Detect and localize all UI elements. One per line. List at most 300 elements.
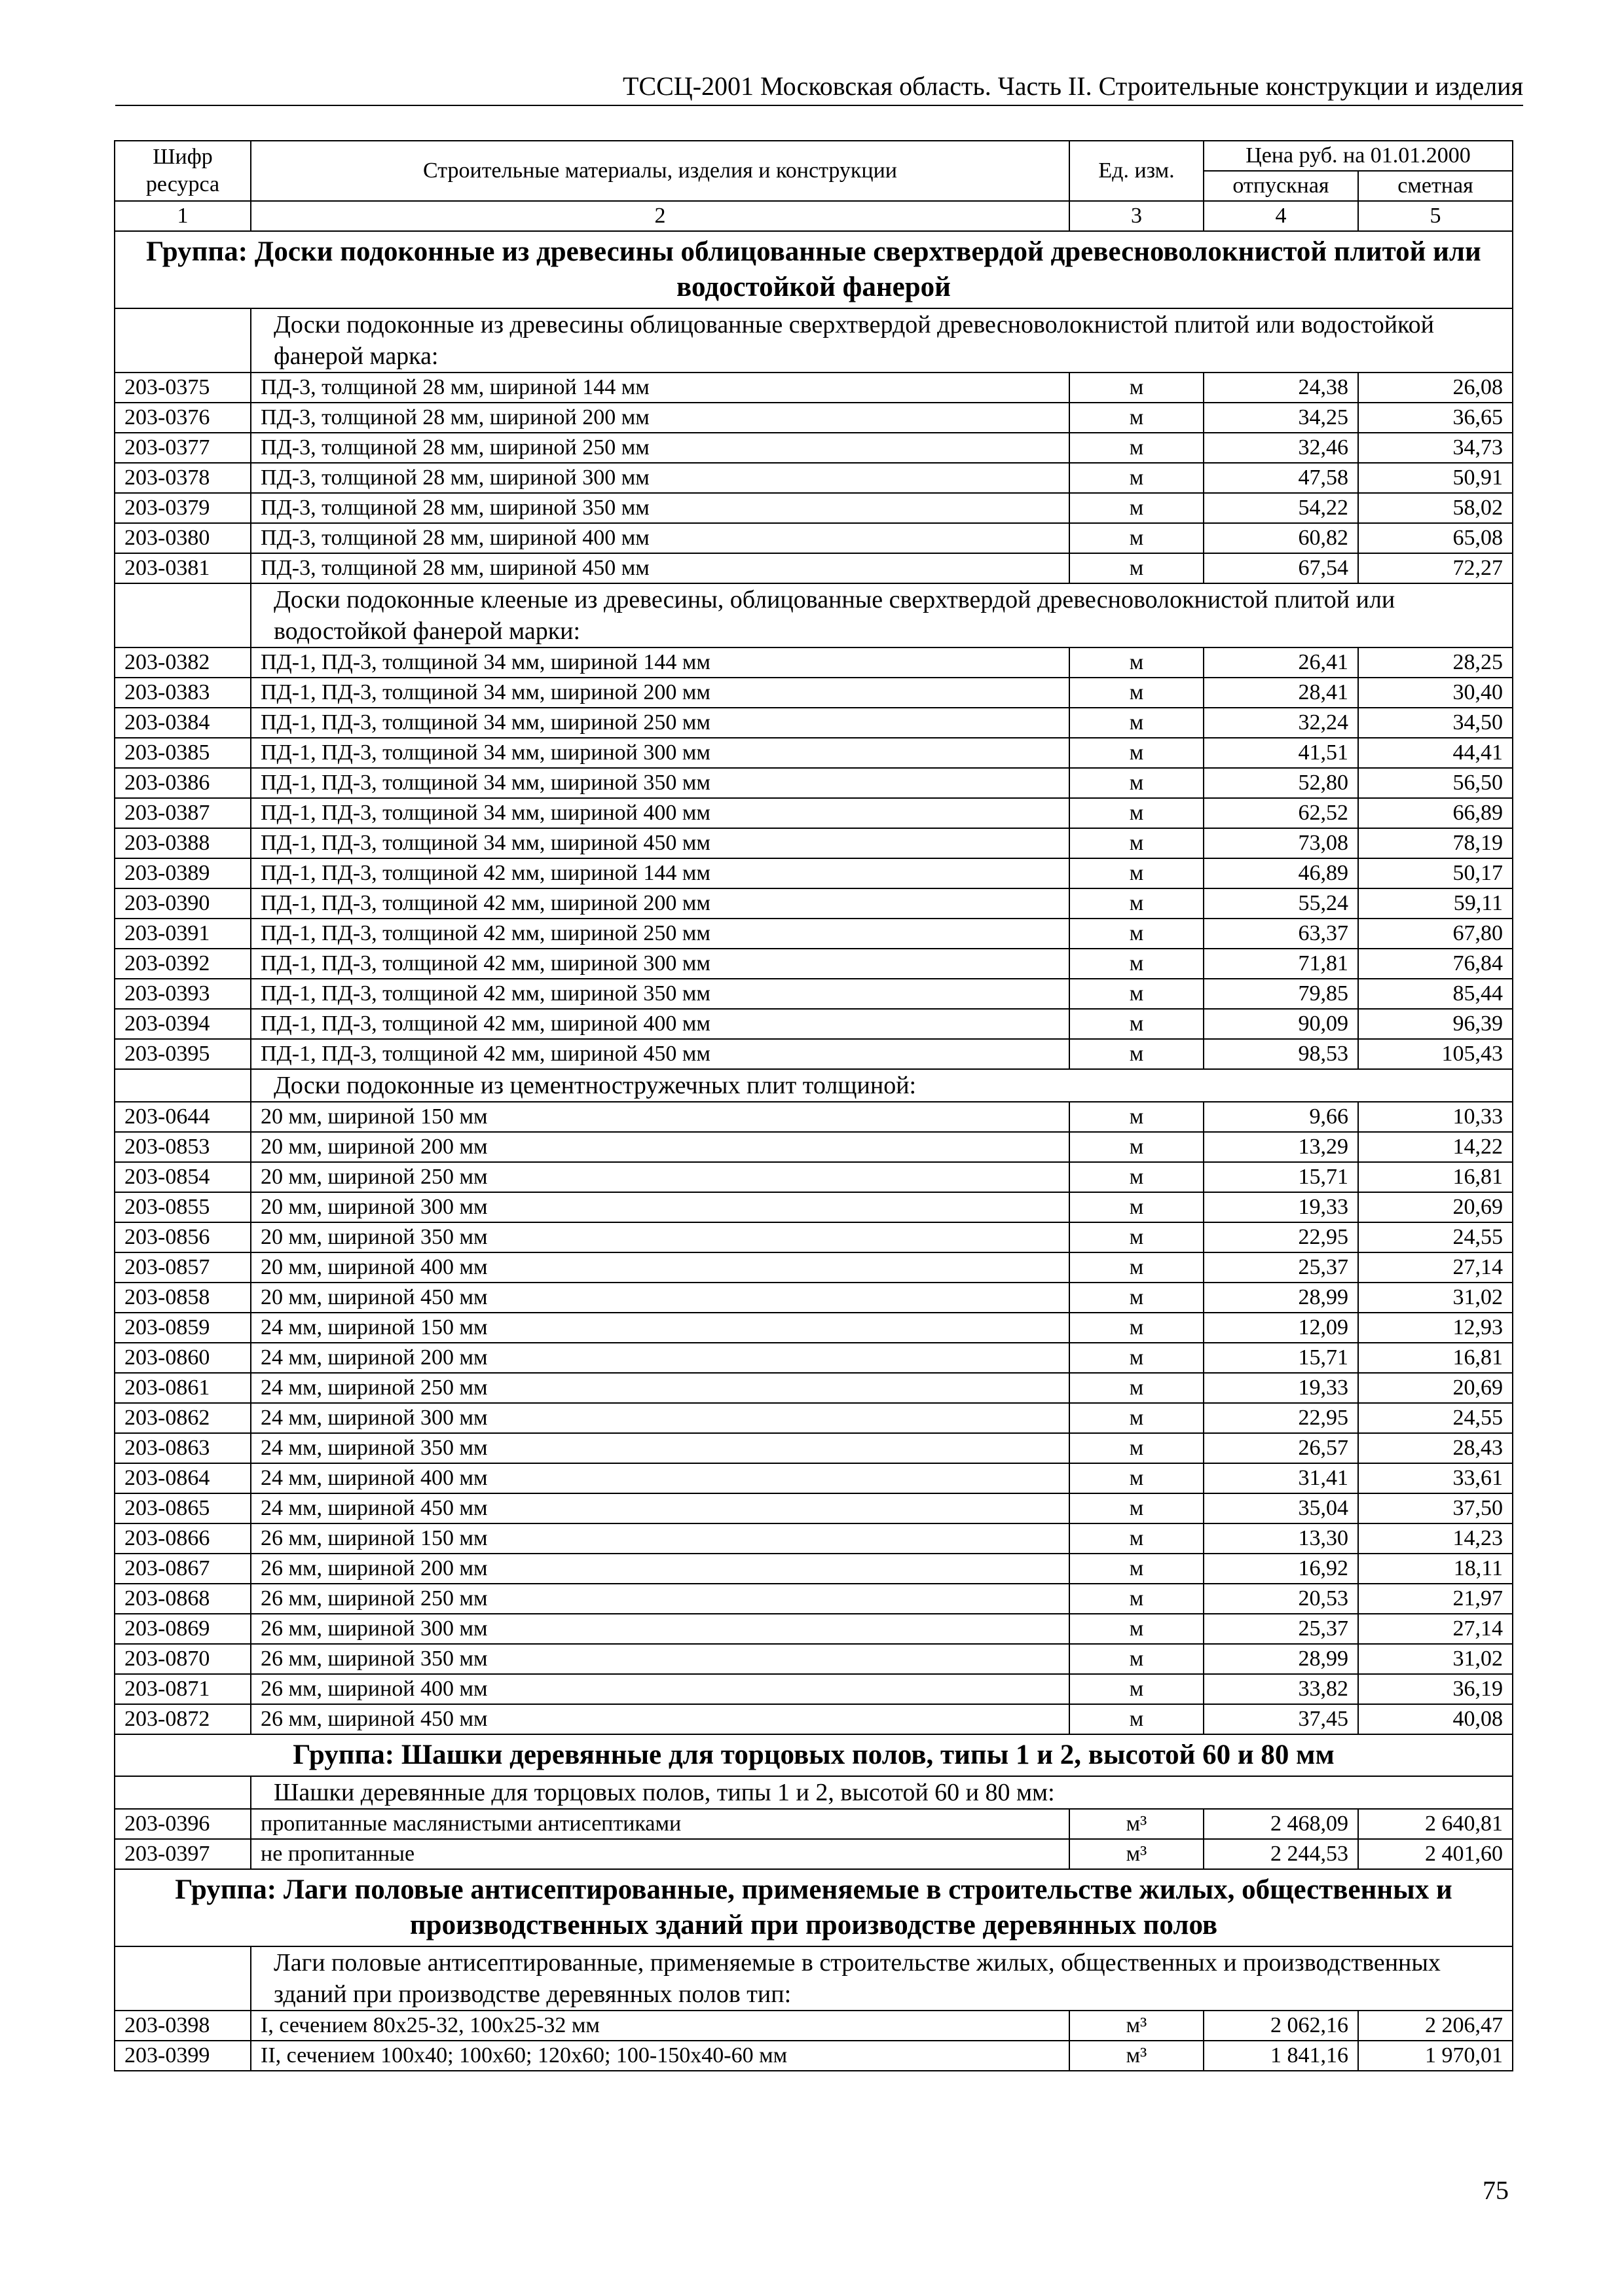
resource-code: 203-0862: [115, 1403, 251, 1433]
table-row: [115, 2011, 1513, 2041]
release-price: 34,25: [1204, 403, 1358, 433]
resource-code: 203-0856: [115, 1222, 251, 1252]
table-row: [115, 1644, 1513, 1674]
estimate-price: 37,50: [1358, 1493, 1513, 1523]
resource-code: 203-0398: [115, 2011, 251, 2041]
table-row: [115, 1313, 1513, 1343]
estimate-price: 16,81: [1358, 1343, 1513, 1373]
item-name: ПД-1, ПД-3, толщиной 42 мм, шириной 400 мм: [251, 1009, 1069, 1039]
unit-of-measure: м: [1069, 1554, 1204, 1584]
release-price: 60,82: [1204, 523, 1358, 553]
group-heading: Группа: Доски подоконные из древесины облицованные сверхтвердой древесноволокнистой плитой или водостойкой фанерой: [115, 231, 1513, 308]
subgroup-row: [115, 583, 1513, 647]
resource-code: 203-0384: [115, 708, 251, 738]
table-row: [115, 919, 1513, 949]
estimate-price: 66,89: [1358, 798, 1513, 828]
subgroup-code-cell: [115, 583, 251, 647]
estimate-price: 72,27: [1358, 553, 1513, 583]
estimate-price: 34,50: [1358, 708, 1513, 738]
unit-of-measure: м: [1069, 403, 1204, 433]
table-row: [115, 708, 1513, 738]
subgroup-row: [115, 308, 1513, 373]
unit-of-measure: м: [1069, 1373, 1204, 1403]
group-row: [115, 231, 1513, 308]
release-price: 32,24: [1204, 708, 1358, 738]
resource-code: 203-0868: [115, 1584, 251, 1614]
resource-code: 203-0379: [115, 493, 251, 523]
table-row: [115, 888, 1513, 919]
item-name: 20 мм, шириной 200 мм: [251, 1132, 1069, 1162]
table-row: [115, 768, 1513, 798]
table-row: [115, 858, 1513, 888]
resource-code: 203-0855: [115, 1192, 251, 1222]
table-row: [115, 1222, 1513, 1252]
estimate-price: 24,55: [1358, 1222, 1513, 1252]
column-number: 1: [115, 201, 251, 231]
unit-of-measure: м: [1069, 949, 1204, 979]
table-row: [115, 1162, 1513, 1192]
resource-code: 203-0375: [115, 373, 251, 403]
column-number: 4: [1204, 201, 1358, 231]
unit-of-measure: м: [1069, 1132, 1204, 1162]
resource-code: 203-0864: [115, 1463, 251, 1493]
item-name: 20 мм, шириной 250 мм: [251, 1162, 1069, 1192]
group-row: [115, 1734, 1513, 1776]
item-name: 24 мм, шириной 150 мм: [251, 1313, 1069, 1343]
column-numbers-row: [115, 201, 1513, 231]
table-row: [115, 949, 1513, 979]
estimate-price: 24,55: [1358, 1403, 1513, 1433]
estimate-price: 50,17: [1358, 858, 1513, 888]
resource-code: 203-0870: [115, 1644, 251, 1674]
subgroup-row: [115, 1069, 1513, 1102]
item-name: ПД-1, ПД-3, толщиной 42 мм, шириной 350 мм: [251, 979, 1069, 1009]
unit-of-measure: м: [1069, 1102, 1204, 1132]
table-row: [115, 1252, 1513, 1283]
table-row: [115, 1584, 1513, 1614]
release-price: 16,92: [1204, 1554, 1358, 1584]
item-name: ПД-1, ПД-3, толщиной 42 мм, шириной 300 мм: [251, 949, 1069, 979]
unit-of-measure: м: [1069, 798, 1204, 828]
table-row: [115, 1674, 1513, 1704]
page-header-title: ТССЦ-2001 Московская область. Часть II. Строительные конструкции и изделия: [623, 71, 1523, 101]
resource-code: 203-0393: [115, 979, 251, 1009]
resource-code: 203-0853: [115, 1132, 251, 1162]
release-price: 13,30: [1204, 1523, 1358, 1554]
estimate-price: 36,65: [1358, 403, 1513, 433]
item-name: ПД-1, ПД-3, толщиной 34 мм, шириной 400 мм: [251, 798, 1069, 828]
column-header-unit: Ед. изм.: [1069, 141, 1204, 201]
estimate-price: 20,69: [1358, 1373, 1513, 1403]
column-header-code: Шифр ресурса: [115, 141, 251, 201]
release-price: 35,04: [1204, 1493, 1358, 1523]
estimate-price: 2 401,60: [1358, 1839, 1513, 1869]
estimate-price: 85,44: [1358, 979, 1513, 1009]
unit-of-measure: м: [1069, 828, 1204, 858]
item-name: 20 мм, шириной 450 мм: [251, 1283, 1069, 1313]
release-price: 31,41: [1204, 1463, 1358, 1493]
unit-of-measure: м: [1069, 1433, 1204, 1463]
resource-code: 203-0381: [115, 553, 251, 583]
table-row: [115, 1463, 1513, 1493]
resource-code: 203-0387: [115, 798, 251, 828]
estimate-price: 50,91: [1358, 463, 1513, 493]
estimate-price: 14,23: [1358, 1523, 1513, 1554]
table-row: [115, 738, 1513, 768]
table-row: [115, 433, 1513, 463]
estimate-price: 59,11: [1358, 888, 1513, 919]
release-price: 63,37: [1204, 919, 1358, 949]
subgroup-code-cell: [115, 308, 251, 373]
resource-code: 203-0872: [115, 1704, 251, 1734]
release-price: 9,66: [1204, 1102, 1358, 1132]
estimate-price: 14,22: [1358, 1132, 1513, 1162]
estimate-price: 26,08: [1358, 373, 1513, 403]
release-price: 19,33: [1204, 1192, 1358, 1222]
unit-of-measure: м³: [1069, 1839, 1204, 1869]
resource-code: 203-0394: [115, 1009, 251, 1039]
table-row: [115, 1039, 1513, 1069]
resource-code: 203-0869: [115, 1614, 251, 1644]
column-header-release: отпускная: [1204, 171, 1358, 201]
table-row: [115, 1403, 1513, 1433]
resource-code: 203-0377: [115, 433, 251, 463]
resource-code: 203-0867: [115, 1554, 251, 1584]
item-name: ПД-1, ПД-3, толщиной 34 мм, шириной 300 мм: [251, 738, 1069, 768]
unit-of-measure: м: [1069, 463, 1204, 493]
release-price: 28,99: [1204, 1283, 1358, 1313]
release-price: 54,22: [1204, 493, 1358, 523]
item-name: ПД-1, ПД-3, толщиной 34 мм, шириной 450 мм: [251, 828, 1069, 858]
estimate-price: 31,02: [1358, 1644, 1513, 1674]
item-name: 26 мм, шириной 250 мм: [251, 1584, 1069, 1614]
estimate-price: 65,08: [1358, 523, 1513, 553]
column-header-price: Цена руб. на 01.01.2000: [1204, 141, 1513, 171]
item-name: 24 мм, шириной 450 мм: [251, 1493, 1069, 1523]
item-name: ПД-3, толщиной 28 мм, шириной 300 мм: [251, 463, 1069, 493]
release-price: 26,57: [1204, 1433, 1358, 1463]
unit-of-measure: м: [1069, 647, 1204, 678]
subgroup-title: Шашки деревянные для торцовых полов, типы 1 и 2, высотой 60 и 80 мм:: [251, 1776, 1513, 1809]
unit-of-measure: м: [1069, 1493, 1204, 1523]
resource-code: 203-0854: [115, 1162, 251, 1192]
subgroup-title: Доски подоконные клееные из древесины, облицованные сверхтвердой древесноволокнистой плитой или водостойкой фанерой марки:: [251, 583, 1513, 647]
resource-code: 203-0858: [115, 1283, 251, 1313]
release-price: 32,46: [1204, 433, 1358, 463]
resource-code: 203-0644: [115, 1102, 251, 1132]
estimate-price: 18,11: [1358, 1554, 1513, 1584]
release-price: 25,37: [1204, 1614, 1358, 1644]
unit-of-measure: м: [1069, 1523, 1204, 1554]
table-row: [115, 1614, 1513, 1644]
release-price: 15,71: [1204, 1162, 1358, 1192]
item-name: ПД-3, толщиной 28 мм, шириной 400 мм: [251, 523, 1069, 553]
table-row: [115, 1704, 1513, 1734]
estimate-price: 2 640,81: [1358, 1809, 1513, 1839]
item-name: 26 мм, шириной 400 мм: [251, 1674, 1069, 1704]
table-row: [115, 1283, 1513, 1313]
release-price: 2 062,16: [1204, 2011, 1358, 2041]
subgroup-code-cell: [115, 1946, 251, 2011]
item-name: 24 мм, шириной 400 мм: [251, 1463, 1069, 1493]
resource-code: 203-0399: [115, 2041, 251, 2071]
unit-of-measure: м: [1069, 708, 1204, 738]
resource-code: 203-0378: [115, 463, 251, 493]
release-price: 22,95: [1204, 1222, 1358, 1252]
release-price: 67,54: [1204, 553, 1358, 583]
subgroup-code-cell: [115, 1069, 251, 1102]
resource-code: 203-0871: [115, 1674, 251, 1704]
release-price: 22,95: [1204, 1403, 1358, 1433]
table-row: [115, 1373, 1513, 1403]
column-header-estimate: сметная: [1358, 171, 1513, 201]
group-heading: Группа: Шашки деревянные для торцовых полов, типы 1 и 2, высотой 60 и 80 мм: [115, 1734, 1513, 1776]
table-row: [115, 1433, 1513, 1463]
item-name: ПД-1, ПД-3, толщиной 34 мм, шириной 350 мм: [251, 768, 1069, 798]
estimate-price: 20,69: [1358, 1192, 1513, 1222]
estimate-price: 16,81: [1358, 1162, 1513, 1192]
unit-of-measure: м: [1069, 1192, 1204, 1222]
unit-of-measure: м: [1069, 1313, 1204, 1343]
item-name: ПД-3, толщиной 28 мм, шириной 250 мм: [251, 433, 1069, 463]
item-name: 24 мм, шириной 300 мм: [251, 1403, 1069, 1433]
item-name: ПД-1, ПД-3, толщиной 42 мм, шириной 144 мм: [251, 858, 1069, 888]
item-name: ПД-1, ПД-3, толщиной 42 мм, шириной 200 мм: [251, 888, 1069, 919]
item-name: ПД-3, толщиной 28 мм, шириной 350 мм: [251, 493, 1069, 523]
column-header-name: Строительные материалы, изделия и конструкции: [251, 141, 1069, 201]
header-divider: [115, 105, 1523, 106]
table-body: [115, 231, 1513, 2071]
unit-of-measure: м: [1069, 1584, 1204, 1614]
column-number: 5: [1358, 201, 1513, 231]
item-name: 26 мм, шириной 200 мм: [251, 1554, 1069, 1584]
resource-code: 203-0391: [115, 919, 251, 949]
resource-code: 203-0397: [115, 1839, 251, 1869]
unit-of-measure: м: [1069, 1463, 1204, 1493]
item-name: 20 мм, шириной 350 мм: [251, 1222, 1069, 1252]
estimate-price: 31,02: [1358, 1283, 1513, 1313]
unit-of-measure: м: [1069, 373, 1204, 403]
resource-code: 203-0863: [115, 1433, 251, 1463]
resource-code: 203-0388: [115, 828, 251, 858]
unit-of-measure: м: [1069, 738, 1204, 768]
resource-code: 203-0857: [115, 1252, 251, 1283]
item-name: 26 мм, шириной 150 мм: [251, 1523, 1069, 1554]
estimate-price: 2 206,47: [1358, 2011, 1513, 2041]
unit-of-measure: м: [1069, 1039, 1204, 1069]
unit-of-measure: м: [1069, 1614, 1204, 1644]
release-price: 25,37: [1204, 1252, 1358, 1283]
release-price: 73,08: [1204, 828, 1358, 858]
unit-of-measure: м: [1069, 979, 1204, 1009]
unit-of-measure: м: [1069, 1162, 1204, 1192]
item-name: ПД-1, ПД-3, толщиной 34 мм, шириной 200 мм: [251, 678, 1069, 708]
table-row: [115, 798, 1513, 828]
item-name: 20 мм, шириной 400 мм: [251, 1252, 1069, 1283]
estimate-price: 28,43: [1358, 1433, 1513, 1463]
table-row: [115, 1009, 1513, 1039]
estimate-price: 12,93: [1358, 1313, 1513, 1343]
table-row: [115, 1192, 1513, 1222]
item-name: 26 мм, шириной 300 мм: [251, 1614, 1069, 1644]
estimate-price: 33,61: [1358, 1463, 1513, 1493]
release-price: 52,80: [1204, 768, 1358, 798]
release-price: 79,85: [1204, 979, 1358, 1009]
item-name: II, сечением 100x40; 100x60; 120x60; 100-150x40-60 мм: [251, 2041, 1069, 2071]
resource-code: 203-0861: [115, 1373, 251, 1403]
release-price: 1 841,16: [1204, 2041, 1358, 2071]
table-row: [115, 1343, 1513, 1373]
price-table: [114, 140, 1513, 2071]
table-row: [115, 463, 1513, 493]
unit-of-measure: м: [1069, 523, 1204, 553]
item-name: ПД-1, ПД-3, толщиной 34 мм, шириной 144 мм: [251, 647, 1069, 678]
unit-of-measure: м: [1069, 858, 1204, 888]
table-row: [115, 1554, 1513, 1584]
resource-code: 203-0383: [115, 678, 251, 708]
release-price: 41,51: [1204, 738, 1358, 768]
table-row: [115, 1102, 1513, 1132]
unit-of-measure: м: [1069, 1283, 1204, 1313]
table-row: [115, 979, 1513, 1009]
item-name: ПД-1, ПД-3, толщиной 42 мм, шириной 250 мм: [251, 919, 1069, 949]
release-price: 12,09: [1204, 1313, 1358, 1343]
table-row: [115, 678, 1513, 708]
item-name: 26 мм, шириной 350 мм: [251, 1644, 1069, 1674]
release-price: 2 468,09: [1204, 1809, 1358, 1839]
estimate-price: 28,25: [1358, 647, 1513, 678]
group-row: [115, 1869, 1513, 1946]
release-price: 55,24: [1204, 888, 1358, 919]
resource-code: 203-0392: [115, 949, 251, 979]
release-price: 90,09: [1204, 1009, 1358, 1039]
table-row: [115, 1493, 1513, 1523]
resource-code: 203-0395: [115, 1039, 251, 1069]
estimate-price: 44,41: [1358, 738, 1513, 768]
estimate-price: 10,33: [1358, 1102, 1513, 1132]
unit-of-measure: м³: [1069, 2011, 1204, 2041]
release-price: 26,41: [1204, 647, 1358, 678]
estimate-price: 30,40: [1358, 678, 1513, 708]
resource-code: 203-0382: [115, 647, 251, 678]
table-row: [115, 403, 1513, 433]
unit-of-measure: м³: [1069, 1809, 1204, 1839]
item-name: ПД-1, ПД-3, толщиной 34 мм, шириной 250 мм: [251, 708, 1069, 738]
subgroup-row: [115, 1946, 1513, 2011]
estimate-price: 67,80: [1358, 919, 1513, 949]
estimate-price: 105,43: [1358, 1039, 1513, 1069]
unit-of-measure: м: [1069, 553, 1204, 583]
unit-of-measure: м: [1069, 888, 1204, 919]
table-row: [115, 1523, 1513, 1554]
item-name: 24 мм, шириной 350 мм: [251, 1433, 1069, 1463]
unit-of-measure: м: [1069, 1252, 1204, 1283]
resource-code: 203-0396: [115, 1809, 251, 1839]
table-row: [115, 523, 1513, 553]
release-price: 28,41: [1204, 678, 1358, 708]
resource-code: 203-0380: [115, 523, 251, 553]
item-name: ПД-3, толщиной 28 мм, шириной 144 мм: [251, 373, 1069, 403]
estimate-price: 21,97: [1358, 1584, 1513, 1614]
page-number: 75: [1483, 2176, 1509, 2205]
resource-code: 203-0389: [115, 858, 251, 888]
unit-of-measure: м³: [1069, 2041, 1204, 2071]
unit-of-measure: м: [1069, 1222, 1204, 1252]
item-name: не пропитанные: [251, 1839, 1069, 1869]
table-row: [115, 2041, 1513, 2071]
release-price: 2 244,53: [1204, 1839, 1358, 1869]
unit-of-measure: м: [1069, 678, 1204, 708]
release-price: 24,38: [1204, 373, 1358, 403]
release-price: 19,33: [1204, 1373, 1358, 1403]
table-row: [115, 1132, 1513, 1162]
subgroup-title: Лаги половые антисептированные, применяемые в строительстве жилых, общественных и производственных зданий при производстве деревянных полов тип:: [251, 1946, 1513, 2011]
unit-of-measure: м: [1069, 1343, 1204, 1373]
release-price: 20,53: [1204, 1584, 1358, 1614]
column-number: 3: [1069, 201, 1204, 231]
estimate-price: 27,14: [1358, 1614, 1513, 1644]
estimate-price: 96,39: [1358, 1009, 1513, 1039]
estimate-price: 76,84: [1358, 949, 1513, 979]
item-name: ПД-3, толщиной 28 мм, шириной 450 мм: [251, 553, 1069, 583]
group-heading: Группа: Лаги половые антисептированные, применяемые в строительстве жилых, общественных и производственных зданий при производстве деревянных полов: [115, 1869, 1513, 1946]
resource-code: 203-0386: [115, 768, 251, 798]
resource-code: 203-0385: [115, 738, 251, 768]
release-price: 47,58: [1204, 463, 1358, 493]
unit-of-measure: м: [1069, 1674, 1204, 1704]
estimate-price: 36,19: [1358, 1674, 1513, 1704]
subgroup-title: Доски подоконные из цементностружечных плит толщиной:: [251, 1069, 1513, 1102]
column-number: 2: [251, 201, 1069, 231]
table-row: [115, 553, 1513, 583]
item-name: 24 мм, шириной 250 мм: [251, 1373, 1069, 1403]
table-row: [115, 1809, 1513, 1839]
table-row: [115, 373, 1513, 403]
subgroup-row: [115, 1776, 1513, 1809]
subgroup-title: Доски подоконные из древесины облицованные сверхтвердой древесноволокнистой плитой или водостойкой фанерой марка:: [251, 308, 1513, 373]
item-name: 26 мм, шириной 450 мм: [251, 1704, 1069, 1734]
resource-code: 203-0390: [115, 888, 251, 919]
item-name: ПД-3, толщиной 28 мм, шириной 200 мм: [251, 403, 1069, 433]
unit-of-measure: м: [1069, 1644, 1204, 1674]
item-name: ПД-1, ПД-3, толщиной 42 мм, шириной 450 мм: [251, 1039, 1069, 1069]
estimate-price: 27,14: [1358, 1252, 1513, 1283]
unit-of-measure: м: [1069, 1403, 1204, 1433]
unit-of-measure: м: [1069, 1009, 1204, 1039]
release-price: 98,53: [1204, 1039, 1358, 1069]
estimate-price: 78,19: [1358, 828, 1513, 858]
release-price: 62,52: [1204, 798, 1358, 828]
release-price: 33,82: [1204, 1674, 1358, 1704]
estimate-price: 56,50: [1358, 768, 1513, 798]
unit-of-measure: м: [1069, 768, 1204, 798]
item-name: пропитанные маслянистыми антисептиками: [251, 1809, 1069, 1839]
item-name: I, сечением 80x25-32, 100x25-32 мм: [251, 2011, 1069, 2041]
table-row: [115, 493, 1513, 523]
resource-code: 203-0860: [115, 1343, 251, 1373]
item-name: 20 мм, шириной 300 мм: [251, 1192, 1069, 1222]
release-price: 71,81: [1204, 949, 1358, 979]
resource-code: 203-0376: [115, 403, 251, 433]
estimate-price: 34,73: [1358, 433, 1513, 463]
release-price: 15,71: [1204, 1343, 1358, 1373]
estimate-price: 40,08: [1358, 1704, 1513, 1734]
unit-of-measure: м: [1069, 433, 1204, 463]
subgroup-code-cell: [115, 1776, 251, 1809]
resource-code: 203-0866: [115, 1523, 251, 1554]
resource-code: 203-0859: [115, 1313, 251, 1343]
item-name: 24 мм, шириной 200 мм: [251, 1343, 1069, 1373]
